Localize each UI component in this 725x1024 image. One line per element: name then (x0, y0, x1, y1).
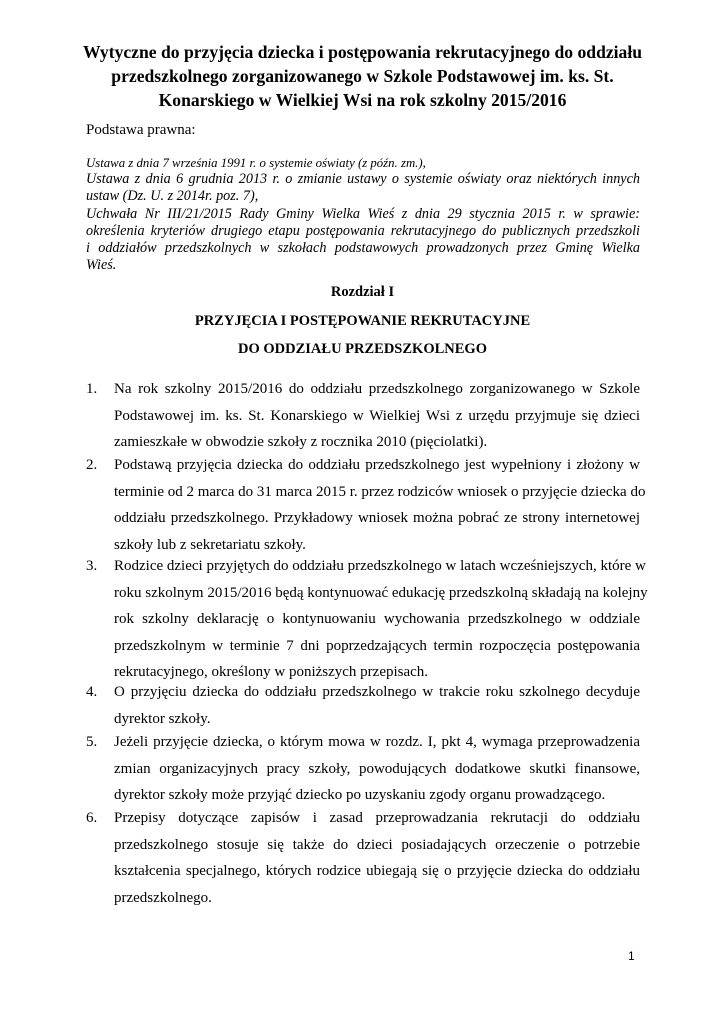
list-item-text (114, 376, 640, 456)
list-item-line: rekrutacyjnego, określony w poniższych przepisach. (114, 664, 429, 680)
list-item-line: terminie od 2 marca do 31 marca 2015 r. przez rodziców wniosek o przyjęcie dziecka do (114, 483, 646, 500)
list-item-line: przedszkolnego. (114, 889, 212, 906)
title-line: Konarskiego w Wielkiej Wsi na rok szkolny 2015/2016 (158, 90, 567, 110)
list-item-line: oddziału przedszkolnego. Przykładowy wniosek można pobrać ze strony internetowej (114, 510, 640, 526)
list-item-line: dyrektor szkoły może przyjąć dziecko po uzyskaniu zgody organu prowadzącego. (114, 787, 606, 803)
list-item-line: Podstawowej im. ks. St. Konarskiego w Wielkiej Wsi z urzędu przyjmuje się dzieci (114, 407, 640, 424)
law-line: i oddziałów przedszkolnych w szkołach podstawowych prowadzonych przez Gminę Wielka (86, 240, 640, 256)
list-item-line: przedszkolnego stosuje się także do dzieci posiadających orzeczenie o potrzebie (114, 836, 640, 853)
list-item-line: szkoły lub z sekretariatu szkoły. (114, 536, 306, 553)
law-line: Ustawa z dnia 7 września 1991 r. o systemie oświaty (z późn. zm.), (86, 156, 426, 170)
list-item-text (114, 679, 640, 732)
list-item-line: roku szkolnym 2015/2016 będą kontynuować edukację przedszkolną składają na kolejny (114, 584, 648, 601)
list-item-line: O przyjęciu dziecka do oddziału przedszkolnego w trakcie roku szkolnego decyduje (114, 684, 640, 700)
law-line: Ustawa z dnia 6 grudnia 2013 r. o zmianie ustawy o systemie oświaty oraz niektórych innych (86, 171, 640, 187)
list-item-line: Jeżeli przyjęcie dziecka, o którym mowa w rozdz. I, pkt 4, wymaga przeprowadzenia (114, 734, 640, 750)
list-item-line: Przepisy dotyczące zapisów i zasad przeprowadzania rekrutacji do oddziału (114, 810, 640, 826)
list-item-line: Na rok szkolny 2015/2016 do oddziału przedszkolnego zorganizowanego w Szkole (114, 381, 640, 397)
list-item-line: Podstawą przyjęcia dziecka do oddziału przedszkolnego jest wypełniony i złożony w (114, 457, 640, 473)
list-item-line: rok szkolny deklarację o kontynuowaniu wychowania przedszkolnego w oddziale (114, 611, 640, 627)
legal-basis-law-2 (86, 171, 640, 205)
list-item-line: przedszkolnym w terminie 7 dni poprzedzających termin rozpoczęcia postępowania (114, 637, 640, 654)
document-title (70, 40, 655, 112)
list-item-text (114, 553, 648, 686)
page-number: 1 (628, 949, 635, 963)
law-line: określenia kryteriów drugiego etapu postępowania rekrutacyjnego do publicznych przedszkoli (86, 223, 640, 239)
list-item-text (114, 805, 640, 911)
law-line: Wieś. (86, 257, 117, 273)
list-item-line: kształcenia specjalnego, których rodzice ubiegają się o przyjęcie dziecka do oddziału (114, 863, 640, 879)
chapter-heading-line-1: PRZYJĘCIA I POSTĘPOWANIE REKRUTACYJNE (194, 313, 531, 329)
legal-basis-law-3 (86, 206, 640, 274)
list-item-text (114, 452, 646, 558)
legal-basis-law-1 (86, 155, 640, 172)
law-line: ustaw (Dz. U. z 2014r. poz. 7), (86, 188, 259, 204)
chapter-heading-line-2: DO ODDZIAŁU PRZEDSZKOLNEGO (238, 341, 487, 357)
list-item-number: 5. (86, 734, 98, 750)
title-line: przedszkolnego zorganizowanego w Szkole Podstawowej im. ks. St. (111, 66, 614, 86)
list-item-line: dyrektor szkoły. (114, 710, 211, 727)
list-item-text (114, 729, 640, 809)
list-item-number: 1. (86, 381, 98, 397)
chapter-label: Rozdział I (330, 284, 395, 300)
law-line: Uchwała Nr III/21/2015 Rady Gminy Wielka Wieś z dnia 29 stycznia 2015 r. w sprawie: (86, 206, 640, 222)
title-line: Wytyczne do przyjęcia dziecka i postępowania rekrutacyjnego do oddziału (82, 42, 643, 62)
list-item-line: zamieszkałe w obwodzie szkoły z rocznika 2010 (pięciolatki). (114, 434, 488, 450)
list-item-line: zmian organizacyjnych pracy szkoły, powodujących dodatkowe skutki finansowe, (114, 760, 640, 777)
legal-basis-label: Podstawa prawna: (86, 122, 196, 138)
list-item-line: Rodzice dzieci przyjętych do oddziału przedszkolnego w latach wcześniejszych, które w (114, 558, 646, 574)
list-item-number: 6. (86, 810, 98, 826)
list-item-number: 4. (86, 684, 98, 700)
list-item-number: 2. (86, 457, 98, 473)
list-item-number: 3. (86, 558, 98, 574)
